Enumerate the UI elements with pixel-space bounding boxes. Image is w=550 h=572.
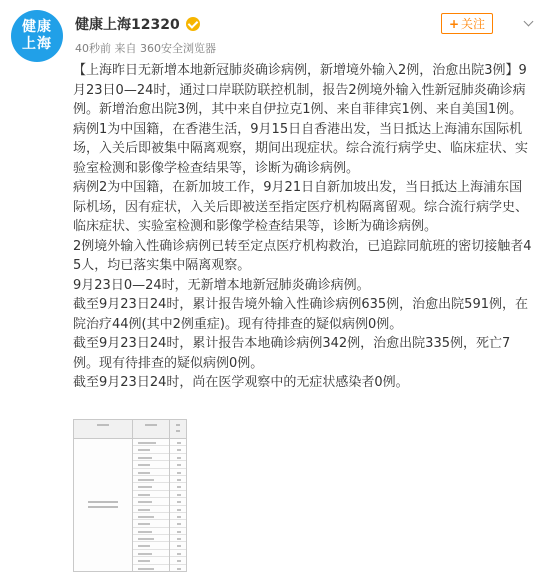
table-image-row [170, 550, 186, 557]
table-image-row [170, 513, 186, 520]
post-meta [75, 40, 216, 56]
table-image-row [170, 557, 186, 564]
post-paragraph: 【上海昨日无新增本地新冠肺炎确诊病例，新增境外输入2例，治愈出院3例】9月23日0—24时，通过口岸联防联控机制，报告2例境外输入性新冠肺炎确诊病例。新增治愈出院3例，其中来自伊拉克1例、来自菲律宾1例、来自美国1例。 [73, 63, 527, 117]
follow-label: 关注 [461, 17, 486, 31]
table-image-row [133, 469, 169, 476]
table-image-row [133, 535, 169, 542]
post-content [73, 61, 535, 393]
avatar[interactable] [11, 10, 63, 62]
table-image-row [170, 520, 186, 527]
table-image-row [170, 469, 186, 476]
username-row [75, 14, 200, 34]
source-prefix: 来自 [114, 42, 137, 55]
table-image-row [170, 528, 186, 535]
table-image-row [170, 476, 186, 483]
table-image-row [133, 542, 169, 549]
post-image-thumbnail[interactable] [73, 419, 187, 572]
table-image-row [170, 535, 186, 542]
post-time[interactable]: 40秒前 [75, 42, 111, 55]
table-image-row [133, 491, 169, 498]
chevron-down-icon[interactable] [523, 16, 535, 28]
table-image-row [170, 498, 186, 505]
table-image-row [170, 446, 186, 453]
table-image-row [133, 439, 169, 446]
table-image-row [133, 557, 169, 564]
table-image-row [170, 439, 186, 446]
post-paragraph: 病例1为中国籍，在香港生活，9月15日自香港出发，当日抵达上海浦东国际机场，入关后即被集中隔离观察，期间出现症状。综合流行病学史、临床症状、实验室检测和影像学检查结果等，诊断为确诊病例。 [73, 121, 529, 176]
post-paragraph: 截至9月23日24时，累计报告本地确诊病例342例，治愈出院335例，死亡7例。现有待排查的疑似病例0例。 [73, 336, 511, 371]
verified-badge-icon[interactable] [186, 17, 200, 31]
table-image-header [74, 420, 186, 439]
avatar-text-line2: 上海 [22, 36, 52, 52]
table-image-row [133, 520, 169, 527]
table-image-row [170, 506, 186, 513]
table-image-row [170, 565, 186, 572]
table-image-row [133, 476, 169, 483]
table-image-row [133, 528, 169, 535]
table-image-row [133, 483, 169, 490]
post-source[interactable]: 360安全浏览器 [140, 42, 216, 55]
post-paragraph: 病例2为中国籍，在新加坡工作，9月21日自新加坡出发，当日抵达上海浦东国际机场，因有症状，入关后即被送至指定医疗机构隔离留观。综合流行病学史、临床症状、实验室检测和影像学检查结果等，诊断为确诊病例。 [73, 180, 529, 234]
table-image-row [133, 513, 169, 520]
table-image-row [133, 550, 169, 557]
table-image-row [133, 454, 169, 461]
table-image-row [170, 454, 186, 461]
avatar-text-line1: 健康 [22, 19, 52, 35]
username-link[interactable]: 健康上海12320 [75, 17, 180, 33]
table-image-row [133, 446, 169, 453]
table-image-body [74, 439, 186, 572]
follow-button[interactable] [441, 13, 493, 34]
table-image-row [170, 483, 186, 490]
table-image-row [133, 506, 169, 513]
table-image-row [170, 542, 186, 549]
post-paragraph: 截至9月23日24时，尚在医学观察中的无症状感染者0例。 [73, 375, 409, 390]
table-image-row [133, 461, 169, 468]
table-image-row [170, 491, 186, 498]
post-paragraph: 截至9月23日24时，累计报告境外输入性确诊病例635例，治愈出院591例，在院治疗44例(其中2例重症)。现有待排查的疑似病例0例。 [73, 297, 528, 332]
table-image-row [133, 565, 169, 572]
table-image-row [133, 498, 169, 505]
plus-icon: + [448, 16, 460, 31]
post-paragraph: 9月23日0—24时，无新增本地新冠肺炎确诊病例。 [73, 277, 370, 293]
table-image-row [170, 461, 186, 468]
post-paragraph: 2例境外输入性确诊病例已转至定点医疗机构救治，已追踪同航班的密切接触者45人，均已落实集中隔离观察。 [73, 238, 532, 273]
